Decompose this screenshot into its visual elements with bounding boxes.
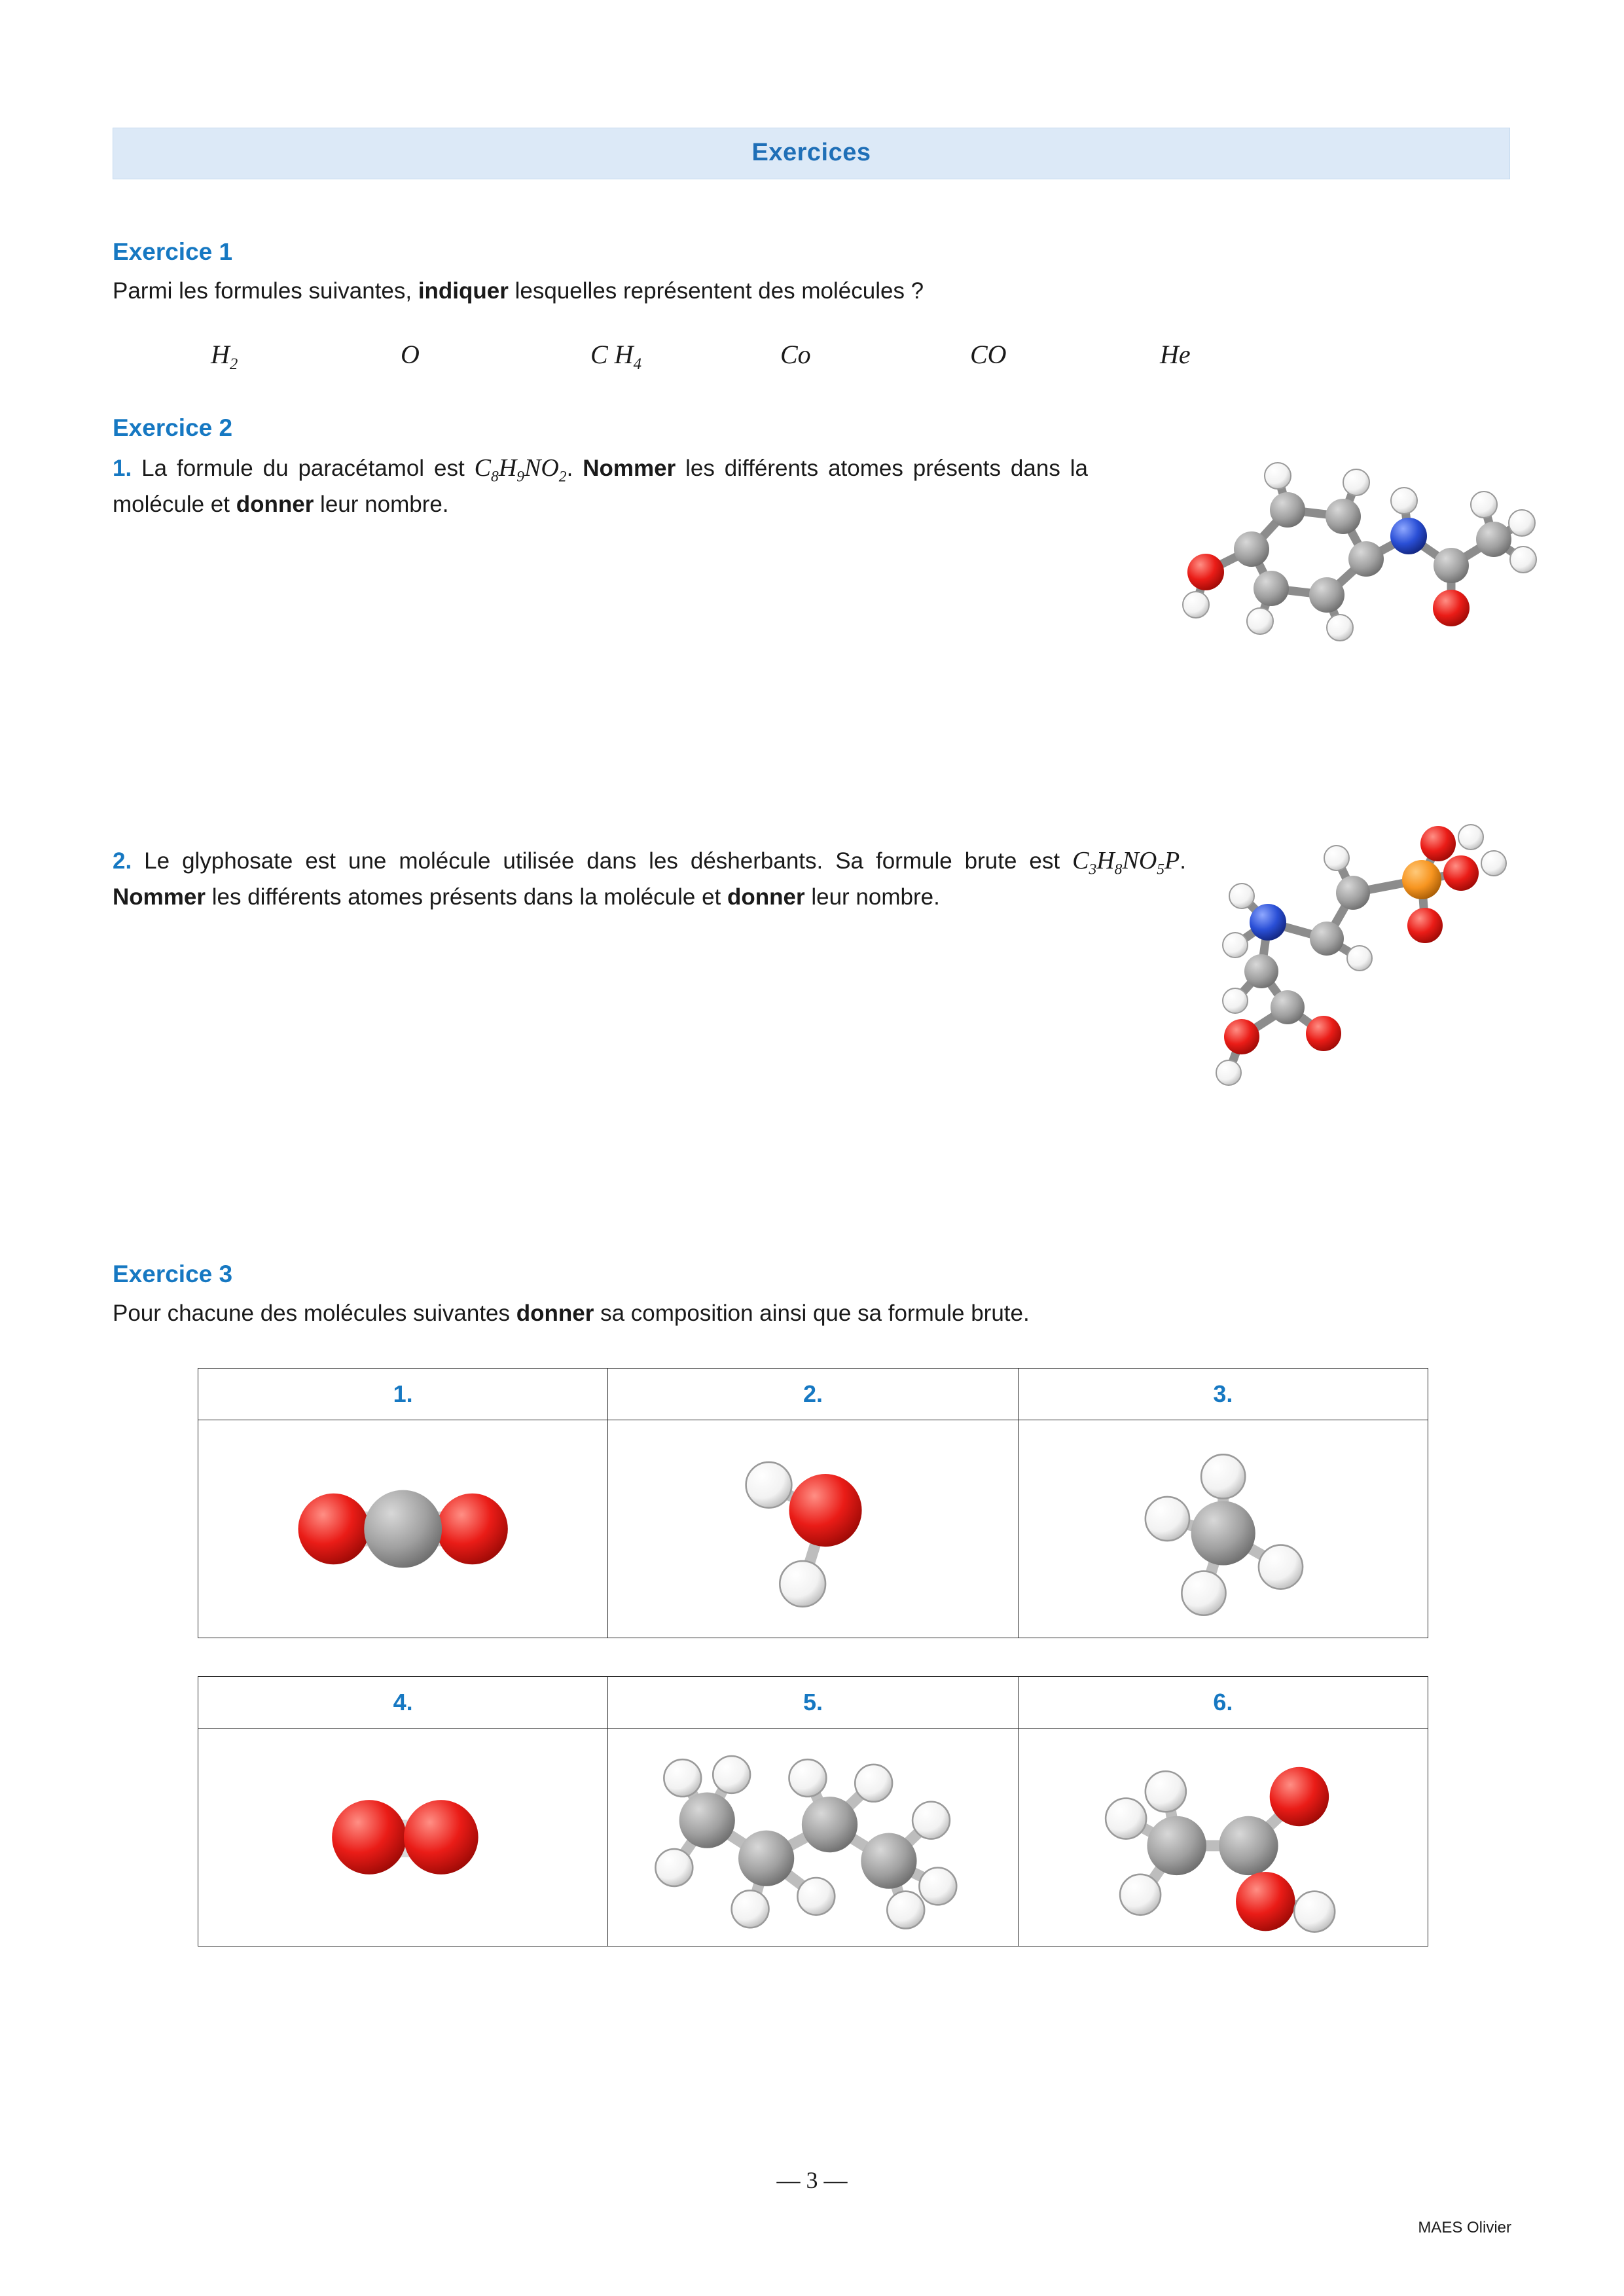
exercise-2-q1-text (113, 451, 1088, 521)
atom-hydrogen (1347, 946, 1372, 971)
molecule-cell-1 (198, 1420, 608, 1638)
exercise-2-q1-text-a: La formule du paracétamol est (132, 455, 475, 481)
atom-carbon (1348, 541, 1384, 577)
atom-carbon (1326, 499, 1361, 534)
atom-carbon (1270, 492, 1305, 528)
atom-hydrogen (1481, 851, 1506, 876)
exercise-3-title: Exercice 3 (113, 1261, 233, 1288)
atom-hydrogen (920, 1867, 957, 1905)
formula-item-1 (211, 339, 401, 374)
atom-carbon (1147, 1816, 1206, 1875)
molecule-cell-5 (608, 1728, 1018, 1946)
exercise-2-q2-number: 2. (113, 848, 132, 874)
atom-hydrogen (1458, 825, 1483, 850)
formula-base: CO (970, 339, 1007, 369)
formula-base: Co (780, 339, 811, 369)
atom-hydrogen (732, 1890, 769, 1928)
atom-hydrogen (1182, 1571, 1225, 1615)
formula-item-2 (401, 339, 590, 374)
atom-hydrogen (1183, 592, 1209, 618)
exercise-2-q2-text-a: Le glyphosate est une molécule utilisée dans les désherbants. Sa formule brute est (132, 848, 1073, 874)
exercise-2-q1-bold-2: donner (236, 491, 314, 517)
atom-oxygen (789, 1474, 862, 1547)
molecule-label-2: 2. (608, 1368, 1018, 1420)
exercise-1-prompt-bold: indiquer (418, 278, 509, 304)
atom-hydrogen (798, 1878, 835, 1915)
molecule-cell-4 (198, 1728, 608, 1946)
exercise-2-q1-text-d: leur nombre. (314, 491, 449, 517)
formula-item-3 (590, 339, 780, 374)
footer-author: MAES Olivier (1418, 2219, 1511, 2236)
atom-carbon (364, 1490, 442, 1568)
atom-hydrogen (1324, 846, 1349, 870)
atom-hydrogen (1229, 884, 1254, 908)
atom-hydrogen (1216, 1060, 1241, 1085)
atom-hydrogen (1223, 933, 1248, 958)
atom-oxygen (1187, 554, 1224, 590)
atom-hydrogen (1294, 1892, 1335, 1932)
glyphosate-molecule (1163, 817, 1530, 1145)
atom-hydrogen (713, 1756, 751, 1793)
carbon-dioxide-molecule (199, 1427, 607, 1630)
formula-base: O (401, 339, 420, 369)
atom-nitrogen (1390, 518, 1427, 554)
atom-hydrogen (664, 1759, 702, 1797)
atom-hydrogen (1265, 463, 1291, 489)
formula-base: H (211, 339, 230, 369)
molecule-cell-6 (1018, 1728, 1428, 1946)
atom-oxygen (332, 1800, 406, 1874)
butane-molecule (609, 1736, 1017, 1939)
atom-hydrogen (789, 1759, 827, 1797)
formula-item-5 (970, 339, 1160, 374)
molecule-cell-2 (608, 1420, 1018, 1638)
atom-nitrogen (1250, 904, 1286, 941)
exercise-3-prompt-bold: donner (516, 1300, 594, 1327)
atom-hydrogen (1201, 1454, 1245, 1498)
formula-base: C H (590, 339, 634, 369)
atom-hydrogen (856, 1765, 893, 1802)
exercise-1-title: Exercice 1 (113, 238, 233, 265)
atom-oxygen (298, 1494, 369, 1565)
molecule-table-row-2 (198, 1676, 1428, 1946)
exercise-2-q1-text-c: les différents atomes présents dans la molécule et (113, 455, 1088, 517)
atom-hydrogen (1327, 615, 1353, 641)
atom-carbon (1271, 990, 1305, 1024)
atom-carbon (679, 1792, 735, 1848)
atom-hydrogen (888, 1892, 925, 1929)
atom-carbon (1244, 954, 1278, 988)
exercise-1-prompt-part-b: lesquelles représentent des molécules ? (508, 278, 924, 304)
exercise-1-prompt (113, 275, 1510, 308)
atom-hydrogen (1510, 547, 1536, 573)
formula-item-4 (780, 339, 970, 374)
exercise-2-q2-text (113, 844, 1186, 914)
paracetamol-formula: $C_8H_9NO_2$ (474, 454, 567, 486)
exercise-2-question-2 (113, 844, 1510, 914)
atom-hydrogen (656, 1849, 693, 1886)
atom-hydrogen (780, 1561, 826, 1607)
atom-oxygen (1420, 826, 1456, 861)
atom-oxygen (1306, 1016, 1341, 1051)
atom-oxygen (1269, 1767, 1328, 1826)
molecule-table-row-1 (198, 1368, 1428, 1638)
exercise-1-prompt-part-a: Parmi les formules suivantes, (113, 278, 418, 304)
page-number: — 3 — (776, 2167, 848, 2193)
atom-carbon (802, 1797, 857, 1852)
molecule-label-6: 6. (1018, 1676, 1428, 1728)
atom-carbon (1254, 571, 1289, 606)
formula-base: He (1160, 339, 1191, 369)
dioxygen-molecule (199, 1736, 607, 1939)
exercise-2-title: Exercice 2 (113, 414, 233, 441)
atom-hydrogen (1145, 1497, 1189, 1541)
molecule-label-3: 3. (1018, 1368, 1428, 1420)
atom-hydrogen (1391, 488, 1417, 514)
atom-oxygen (437, 1494, 508, 1565)
paracetamol-molecule (1130, 431, 1549, 693)
atom-hydrogen (1106, 1798, 1146, 1839)
atom-hydrogen (912, 1802, 950, 1839)
water-molecule (609, 1427, 1017, 1630)
molecule-label-5: 5. (608, 1676, 1018, 1728)
methane-molecule (1019, 1427, 1427, 1630)
exercise-2-q1-number: 1. (113, 455, 132, 481)
atom-hydrogen (1247, 608, 1273, 634)
atom-carbon (1336, 876, 1370, 910)
molecule-label-4: 4. (198, 1676, 608, 1728)
atom-carbon (1234, 531, 1269, 567)
atom-oxygen (1443, 855, 1479, 891)
exercise-2-question-1 (113, 451, 1510, 521)
atom-oxygen (1224, 1019, 1259, 1054)
atom-carbon (738, 1831, 794, 1886)
atom-hydrogen (746, 1462, 792, 1508)
glyphosate-formula: $C_3H_8NO_5P$ (1072, 847, 1180, 879)
exercise-2-q2-text-c: les différents atomes présents dans la molécule et (205, 884, 727, 910)
exercise-2-q2-text-d: leur nombre. (804, 884, 940, 910)
atom-carbon (1191, 1501, 1255, 1565)
atom-hydrogen (1145, 1771, 1185, 1812)
exercise-1-formula-list (113, 339, 1510, 374)
atom-hydrogen (1120, 1874, 1161, 1915)
atom-hydrogen (1471, 492, 1497, 518)
atom-oxygen (404, 1800, 478, 1874)
atom-oxygen (1236, 1872, 1295, 1931)
formula-sub: 4 (633, 355, 641, 373)
atom-hydrogen (1223, 988, 1248, 1013)
molecule-label-1: 1. (198, 1368, 608, 1420)
atom-carbon (1309, 577, 1344, 613)
atom-oxygen (1407, 908, 1443, 943)
exercise-3-prompt-b: sa composition ainsi que sa formule brute. (594, 1300, 1030, 1327)
atom-carbon (861, 1833, 917, 1888)
exercise-2-q2-text-b: . (1180, 848, 1186, 874)
formula-sub: 2 (229, 355, 238, 373)
atom-carbon (1476, 522, 1511, 557)
formula-item-6 (1160, 339, 1350, 374)
page-banner-title: Exercices (113, 128, 1510, 179)
exercise-3-prompt (113, 1297, 1510, 1330)
atom-hydrogen (1259, 1545, 1303, 1588)
acetic-acid-molecule (1019, 1736, 1427, 1939)
exercise-2-q1-bold-1: Nommer (583, 455, 676, 481)
atom-hydrogen (1343, 469, 1369, 495)
exercise-3-prompt-a: Pour chacune des molécules suivantes (113, 1300, 516, 1327)
atom-carbon (1434, 548, 1469, 583)
molecule-cell-3 (1018, 1420, 1428, 1638)
exercise-2-q2-bold-2: donner (727, 884, 805, 910)
exercise-2-q1-text-b: . (566, 455, 583, 481)
page-content (113, 128, 1510, 1946)
atom-carbon (1310, 922, 1344, 956)
atom-oxygen (1433, 590, 1470, 626)
atom-carbon (1219, 1816, 1278, 1875)
atom-phosphorus (1402, 860, 1441, 899)
atom-hydrogen (1509, 510, 1535, 536)
exercise-2-q2-bold-1: Nommer (113, 884, 206, 910)
